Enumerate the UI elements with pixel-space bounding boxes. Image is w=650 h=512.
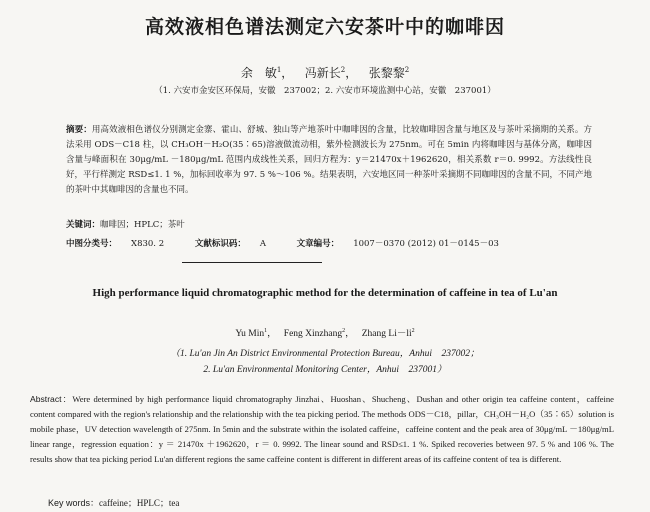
doc-code-value: A (259, 239, 266, 249)
english-affiliation-1: （1. Lu'an Jin An District Environmental Protection Bureau，Anhui 237002； (170, 349, 480, 359)
chinese-abstract (66, 123, 592, 198)
author-name: 余 敏 (240, 66, 277, 80)
author-name: Zhang Li－li (361, 329, 412, 339)
english-abstract (30, 392, 614, 467)
article-number-label: 文章编号： (296, 239, 340, 249)
chinese-keywords-label: 关键词： (66, 220, 101, 230)
chinese-authors: 余 敏$^1$， 冯新长$^2$， 张黎黎$^2$ (240, 66, 410, 80)
english-title: High performance liquid chromatographic method for the determination of caffeine in tea of Lu'an (92, 287, 558, 299)
chinese-keywords (66, 218, 185, 230)
author-sup: 2 (340, 66, 346, 74)
english-keywords-text: caffeine；HPLC；tea (99, 498, 180, 508)
clc-label: 中图分类号： (66, 239, 118, 249)
author-sup: 2 (411, 327, 415, 334)
chinese-abstract-text: 用高效液相色谱仪分别测定金寨、霍山、舒城、独山等产地茶叶中咖啡因的含量，比较咖啡因含量与地区及与茶叶采摘期的关系。方法采用 ODS－C18 柱，以 CH₃OH－H₂O(35∶65)溶液做流动相，紫外检测波长为 275nm。可在 5min 内将咖啡因与基体分离，咖啡因含量与峰面积在 30μg/mL －180μg/mL 范围内成线性关系，回归方程为：y＝21470x＋1962620，相关系数 r＝0. 9992。方法线性良好，平行样测定 RSD≤1. 1 %，加标回收率为 97. 5 %～106 %。结果表明，六安地区同一种茶叶采摘期不同咖啡因的含量不同，不同产地的茶叶中其咖啡因的含量也不同。 (66, 125, 592, 195)
author-sup: 1 (276, 66, 282, 74)
author-name: 冯新长 (304, 66, 341, 80)
clc-value: X830. 2 (131, 239, 165, 249)
english-keywords-label: Key words： (48, 498, 100, 508)
chinese-abstract-label: 摘要： (66, 125, 92, 135)
chinese-keywords-text: 咖啡因；HPLC；茶叶 (100, 220, 185, 230)
english-keywords (48, 496, 179, 509)
english-affiliation-2: 2. Lu'an Environmental Monitoring Center，Anhui 237001） (203, 365, 447, 375)
author-name: 张黎黎 (368, 66, 405, 80)
author-name: Yu Min (235, 329, 265, 339)
separator-rule (182, 262, 322, 263)
author-sup: 2 (404, 66, 410, 74)
classification-line (66, 237, 527, 249)
english-abstract-text: Were determined by high performance liquid chromatography Jinzhai、Huoshan、Shucheng、Dushan and other origin tea caffeine content，caffeine content compared with the region's relationship and the relationship with the tea picking period. The methods ODS－C18，pillar，CH₃OH－H₂O（35∶65）solution is mobile phase，UV detection wavelength of 275nm. In 5min and the substrate within the isolated caffeine，caffeine content and the peak area of 30μg/mL －180μg/mL linear range，regression equation：y ＝ 21470x ＋1962620，r ＝ 0. 9992. The linear sound and RSD≤1. 1 %. Spiked recoveries between 97. 5 % and 106 %. The results show that tea picking period Lu'an different regions the same caffeine content is different in different areas of its caffeine content of tea is different. (30, 394, 614, 464)
english-abstract-label: Abstract： (30, 394, 73, 404)
author-name: Feng Xinzhang (283, 329, 343, 339)
chinese-title: 高效液相色谱法测定六安茶叶中的咖啡因 (144, 16, 505, 38)
article-number-value: 1007－0370 (2012) 01－0145－03 (353, 239, 499, 249)
author-sup: 1 (264, 327, 268, 334)
chinese-affiliation: （1. 六安市金安区环保局，安徽 237002；2. 六安市环境监测中心站，安徽 237001） (154, 86, 496, 96)
author-sup: 2 (342, 327, 346, 334)
doc-code-label: 文献标识码： (194, 239, 246, 249)
english-authors: Yu Min$^1$， Feng Xinzhang$^2$， Zhang $Li-li^2$ (235, 327, 415, 339)
